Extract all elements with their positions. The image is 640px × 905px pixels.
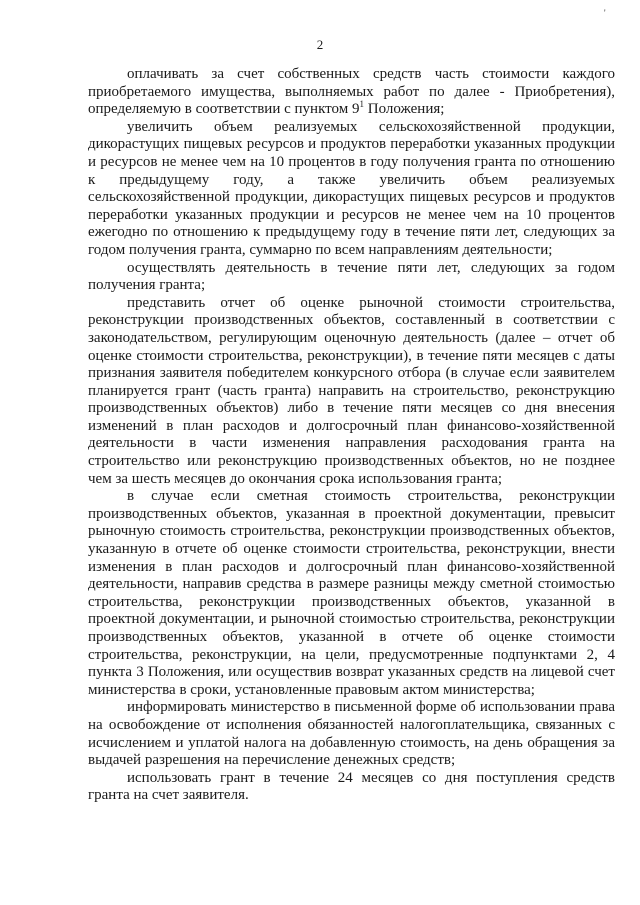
document-body xyxy=(88,66,615,805)
paragraph-cost-difference: в случае если сметная стоимость строительства, реконструкции производственных объектов, указанная в проектной документации, превысит рыночную стоимость строительства, реконструкции производственных объектов, указанную в отчете об оценке стоимости строительства, реконструкции, внести изменения в план расходов и долгосрочный план финансово-хозяйственной деятельности, направив средства в размере разницы между сметной стоимостью строительства, реконструкции производственных объектов, указанной в проектной документации, и рыночной стоимостью строительства, реконструкции производственных объектов, указанной в отчете об оценке стоимости строительства, реконструкции, на цели, предусмотренные подпунктами 2, 4 пункта 3 Положения, или осуществив возврат указанных средств на лицевой счет министерства в сроки, установленные правовым актом министерства; xyxy=(88,488,615,698)
paragraph-increase-sales: увеличить объем реализуемых сельскохозяйственной продукции, дикорастущих пищевых ресурсов и продуктов переработки указанных продукции и ресурсов не менее чем на 10 процентов в году получения гранта по отношению к предыдущему году, а также увеличить объем реализуемых сельскохозяйственной продукции, дикорастущих пищевых ресурсов и продуктов переработки указанных продукции и ресурсов не менее чем на 10 процентов ежегодно по отношению к предыдущему году в течение пяти лет, следующих за годом получения гранта, суммарно по всем направлениям деятельности; xyxy=(88,118,615,258)
paragraph-tax-notification: информировать министерство в письменной форме об использовании права на освобождение от исполнения обязанностей налогоплательщика, связанных с исчислением и уплатой налога на добавленную стоимость, на день обращения за выдачей разрешения на перечисление денежных средств; xyxy=(88,699,615,769)
paragraph-text-end: Положения; xyxy=(363,101,445,118)
paragraph-valuation-report: представить отчет об оценке рыночной стоимости строительства, реконструкции производственных объектов, составленный в соответствии с законодательством, регулирующим оценочную деятельность (далее – отчет об оценке стоимости строительства, реконструкции), в течение пяти месяцев с даты признания заявителя победителем конкурсного отбора (в случае если заявителем планируется грант (часть гранта) направить на строительство, реконструкцию производственных объектов) либо в течение пяти месяцев со дня внесения изменений в план расходов и долгосрочный план финансово-хозяйственной деятельности в части изменения направления расходования гранта на строительство или реконструкцию производственных объектов, но не позднее чем за шесть месяцев до окончания срока использования гранта; xyxy=(88,294,615,487)
paragraph-payment-obligation xyxy=(88,66,615,119)
page-corner-mark: ' xyxy=(604,8,606,18)
paragraph-grant-usage-period: использовать грант в течение 24 месяцев со дня поступления средств гранта на счет заявителя. xyxy=(88,769,615,804)
paragraph-operate-five-years: осуществлять деятельность в течение пяти лет, следующих за годом получения гранта; xyxy=(88,259,615,294)
superscript-reference: 1 xyxy=(359,99,364,110)
page-number: 2 xyxy=(316,37,324,52)
paragraph-text: оплачивать за счет собственных средств часть стоимости каждого приобретаемого имущества, выполняемых работ по далее - Приобретения), определяемую в соответствии с пунктом 9 xyxy=(88,66,615,118)
